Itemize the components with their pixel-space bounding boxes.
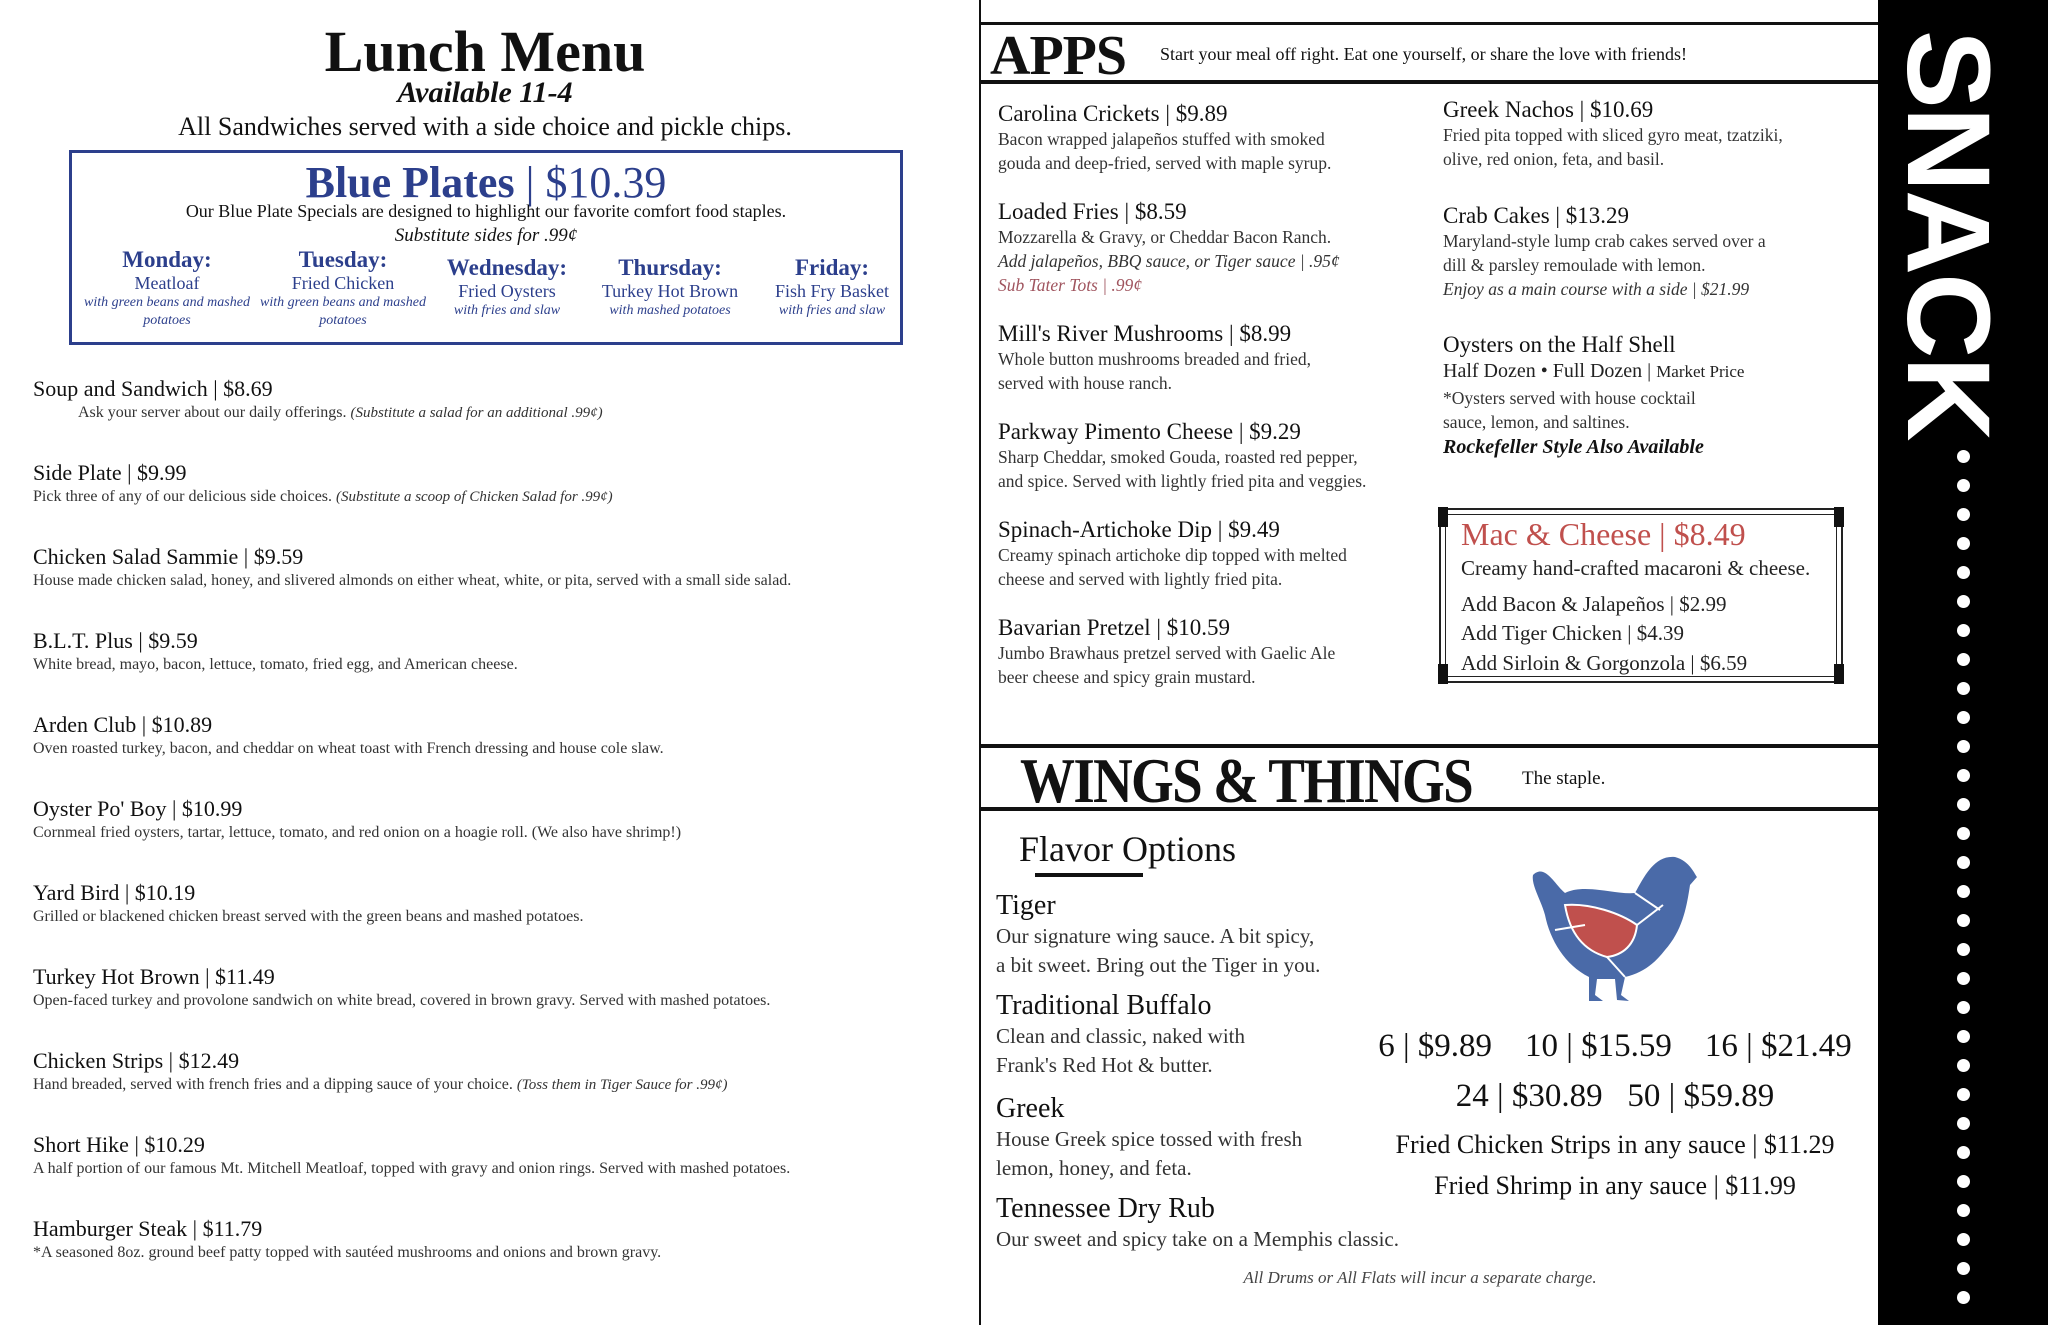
mac-addon: Add Tiger Chicken | $4.39 xyxy=(1461,621,1684,646)
mac-addon: Add Sirloin & Gorgonzola | $6.59 xyxy=(1461,650,1748,675)
item-name: B.L.T. Plus | $9.59 xyxy=(33,628,198,653)
dot-decoration xyxy=(1957,450,1970,463)
divider xyxy=(979,0,981,1325)
dot-decoration xyxy=(1957,885,1970,898)
day-name: Friday: xyxy=(794,255,870,280)
dot-decoration xyxy=(1957,508,1970,521)
blue-plates-sub: Substitute sides for .99¢ xyxy=(394,225,578,246)
shrimp-price: Fried Shrimp in any sauce | $11.99 xyxy=(1434,1171,1796,1200)
day-dish: Fish Fry Basket xyxy=(774,281,889,301)
item-note: (Toss them in Tiger Sauce for .99¢) xyxy=(516,1077,728,1093)
day-name: Thursday: xyxy=(618,255,722,280)
app-desc: Maryland-style lump crab cakes served over a xyxy=(1443,231,1766,251)
flavor-desc: a bit sweet. Bring out the Tiger in you. xyxy=(996,953,1321,978)
mac-cheese-box xyxy=(1439,508,1843,683)
dot-decoration xyxy=(1957,1291,1970,1304)
item-desc-text: Grilled or blackened chicken breast served with the green beans and mashed potatoes. xyxy=(33,908,584,925)
dot-decoration xyxy=(1957,566,1970,579)
item-desc-text: Open-faced turkey and provolone sandwich on white bread, covered in brown gravy. Served with mashed potatoes. xyxy=(33,992,771,1009)
wing-prices-row1: 6 | $9.89 10 | $15.59 16 | $21.49 xyxy=(1378,1028,1852,1064)
app-name: Greek Nachos | $10.69 xyxy=(1443,97,1654,122)
app-desc: Fried pita topped with sliced gyro meat, tzatziki, xyxy=(1443,125,1783,145)
flavor-underline xyxy=(1035,873,1143,877)
apps-title: APPS xyxy=(990,25,1126,87)
dot-decoration xyxy=(1957,1059,1970,1072)
day-name: Wednesday: xyxy=(446,255,568,280)
dot-decoration xyxy=(1957,1262,1970,1275)
dot-decoration xyxy=(1957,624,1970,637)
item-desc-text: Oven roasted turkey, bacon, and cheddar on wheat toast with French dressing and house cole slaw. xyxy=(33,740,664,757)
wings-footnote: All Drums or All Flats will incur a separate charge. xyxy=(1243,1268,1597,1287)
chicken-icon xyxy=(1525,855,1710,1005)
item-desc xyxy=(33,488,953,506)
app-desc: *Oysters served with house cocktail xyxy=(1443,387,1696,408)
day-dish: Fried Chicken xyxy=(291,273,395,293)
app-desc: olive, red onion, feta, and basil. xyxy=(1443,149,1665,170)
app-item xyxy=(998,615,1335,689)
app-desc: dill & parsley remoulade with lemon. xyxy=(1443,255,1706,276)
item-desc-text: House made chicken salad, honey, and slivered almonds on either wheat, white, or pita, served with a small side salad. xyxy=(33,572,792,589)
app-name: Mill's River Mushrooms | $8.99 xyxy=(998,321,1292,346)
dot-decoration xyxy=(1957,740,1970,753)
menu-item xyxy=(33,1216,953,1262)
market-price: Market Price xyxy=(1656,362,1745,381)
dot-decoration xyxy=(1957,711,1970,724)
dot-decoration xyxy=(1957,1117,1970,1130)
app-name: Oysters on the Half Shell xyxy=(1443,332,1676,357)
menu-item xyxy=(33,460,953,506)
apps-tagline: Start your meal off right. Eat one yourself, or share the love with friends! xyxy=(1160,44,1688,64)
app-desc: served with house ranch. xyxy=(998,373,1172,394)
app-item xyxy=(998,517,1347,591)
app-note: Add jalapeños, BBQ sauce, or Tiger sauce | .95¢ xyxy=(998,251,1340,272)
flavor-desc: Our signature wing sauce. A bit spicy, xyxy=(996,924,1315,948)
app-name: Spinach-Artichoke Dip | $9.49 xyxy=(998,517,1280,542)
app-item xyxy=(998,199,1340,297)
app-item xyxy=(998,321,1311,395)
app-desc: Mozzarella & Gravy, or Cheddar Bacon Ranch. xyxy=(998,227,1332,247)
flavor-desc: Frank's Red Hot & butter. xyxy=(996,1053,1213,1078)
dot-decoration xyxy=(1957,682,1970,695)
menu-item xyxy=(33,796,953,842)
menu-item xyxy=(33,628,953,674)
item-desc xyxy=(33,908,953,926)
sides-note: All Sandwiches served with a side choice and pickle chips. xyxy=(178,112,792,141)
dot-decoration xyxy=(1957,1001,1970,1014)
blue-plate-day xyxy=(747,255,917,320)
item-desc xyxy=(33,1160,953,1178)
lunch-title: Lunch Menu xyxy=(324,19,646,84)
menu-item xyxy=(33,376,953,422)
item-desc xyxy=(33,572,953,590)
lunch-hours: Available 11-4 xyxy=(397,76,573,109)
flavor-item xyxy=(996,1093,1302,1184)
dot-decoration xyxy=(1957,1088,1970,1101)
item-name: Side Plate | $9.99 xyxy=(33,460,187,485)
flavor-name: Greek xyxy=(996,1093,1065,1124)
item-desc-text: Hand breaded, served with french fries and a dipping sauce of your choice. xyxy=(33,1076,513,1093)
day-sides: with green beans and mashed potatoes xyxy=(260,295,426,329)
day-sides: with mashed potatoes xyxy=(609,303,731,318)
app-upcharge: Sub Tater Tots | .99¢ xyxy=(998,275,1143,296)
item-desc xyxy=(33,404,953,422)
item-name: Soup and Sandwich | $8.69 xyxy=(33,376,273,401)
dot-decoration xyxy=(1957,943,1970,956)
app-desc: Bacon wrapped jalapeños stuffed with smoked xyxy=(998,129,1325,149)
dot-decoration xyxy=(1957,1204,1970,1217)
flavor-item xyxy=(996,1193,1399,1254)
chicken-strips-price: Fried Chicken Strips in any sauce | $11.29 xyxy=(1395,1130,1835,1159)
app-desc: cheese and served with lightly fried pita. xyxy=(998,569,1283,590)
flavor-item xyxy=(996,890,1320,981)
dot-decoration xyxy=(1957,1030,1970,1043)
app-name: Bavarian Pretzel | $10.59 xyxy=(998,615,1230,640)
menu-item xyxy=(33,544,953,590)
mac-addon: Add Bacon & Jalapeños | $2.99 xyxy=(1461,592,1727,616)
app-desc: gouda and deep-fried, served with maple syrup. xyxy=(998,153,1332,174)
flavor-name: Tiger xyxy=(996,890,1056,921)
app-desc: beer cheese and spicy grain mustard. xyxy=(998,667,1256,688)
item-name: Chicken Strips | $12.49 xyxy=(33,1048,240,1073)
dot-decoration xyxy=(1957,479,1970,492)
blue-plates-box xyxy=(69,150,903,345)
item-desc xyxy=(33,1076,953,1094)
flavor-item xyxy=(996,990,1245,1081)
flavor-desc: House Greek spice tossed with fresh xyxy=(996,1127,1303,1151)
wing-prices-row2: 24 | $30.89 50 | $59.89 xyxy=(1455,1078,1775,1114)
dot-decoration xyxy=(1957,1175,1970,1188)
blue-plate-day xyxy=(82,247,252,330)
day-name: Tuesday: xyxy=(298,247,388,272)
blue-plate-day xyxy=(585,255,755,320)
item-name: Oyster Po' Boy | $10.99 xyxy=(33,796,243,821)
dot-decoration xyxy=(1957,653,1970,666)
app-name: Carolina Crickets | $9.89 xyxy=(998,101,1228,126)
day-dish: Meatloaf xyxy=(134,273,200,293)
dot-decoration xyxy=(1957,1233,1970,1246)
app-desc: sauce, lemon, and saltines. xyxy=(1443,411,1630,432)
flavor-heading: Flavor Options xyxy=(1019,829,1237,869)
app-desc: Creamy spinach artichoke dip topped with melted xyxy=(998,545,1347,565)
wings-title: WINGS & THINGS xyxy=(1020,745,1473,816)
menu-item xyxy=(33,880,953,926)
flavor-name: Tennessee Dry Rub xyxy=(996,1193,1215,1224)
item-desc xyxy=(33,1244,953,1262)
oyster-sizes xyxy=(1443,358,1744,386)
app-item xyxy=(1443,332,1744,461)
dot-decoration xyxy=(1957,972,1970,985)
menu-item xyxy=(33,1132,953,1178)
blue-plate-day xyxy=(422,255,592,320)
dot-decoration xyxy=(1957,595,1970,608)
app-note: Rockefeller Style Also Available xyxy=(1443,435,1704,458)
day-sides: with green beans and mashed potatoes xyxy=(84,295,250,329)
dot-decoration xyxy=(1957,914,1970,927)
item-desc xyxy=(33,992,953,1010)
wings-tagline: The staple. xyxy=(1522,768,1606,789)
item-name: Short Hike | $10.29 xyxy=(33,1132,205,1157)
item-desc-text: Cornmeal fried oysters, tartar, lettuce, tomato, and red onion on a hoagie roll. (We also have shrimp!) xyxy=(33,824,682,841)
snack-label: SNACK xyxy=(1882,30,2014,440)
day-name: Monday: xyxy=(122,247,212,272)
app-desc: Jumbo Brawhaus pretzel served with Gaelic Ale xyxy=(998,643,1336,663)
item-desc xyxy=(33,740,953,758)
app-item xyxy=(1443,203,1766,301)
app-name: Loaded Fries | $8.59 xyxy=(998,199,1187,224)
item-name: Chicken Salad Sammie | $9.59 xyxy=(33,544,304,569)
flavor-desc: lemon, honey, and feta. xyxy=(996,1156,1192,1181)
item-desc-text: White bread, mayo, bacon, lettuce, tomato, fried egg, and American cheese. xyxy=(33,656,518,673)
item-name: Hamburger Steak | $11.79 xyxy=(33,1216,263,1241)
dot-decoration xyxy=(1957,798,1970,811)
day-dish: Fried Oysters xyxy=(458,281,556,301)
flavor-name: Traditional Buffalo xyxy=(996,990,1212,1021)
item-name: Turkey Hot Brown | $11.49 xyxy=(33,964,275,989)
menu-item xyxy=(33,1048,953,1094)
item-desc-text: *A seasoned 8oz. ground beef patty topped with sautéed mushrooms and onions and brown gravy. xyxy=(33,1244,662,1261)
dot-decoration xyxy=(1957,827,1970,840)
blue-plates-price: | $10.39 xyxy=(525,158,667,207)
blue-plates-name: Blue Plates xyxy=(305,158,515,207)
item-note: (Substitute a scoop of Chicken Salad for .99¢) xyxy=(336,489,613,505)
app-desc: Sharp Cheddar, smoked Gouda, roasted red pepper, xyxy=(998,447,1358,467)
flavor-desc: Clean and classic, naked with xyxy=(996,1024,1246,1048)
item-desc-text: Ask your server about our daily offerings. xyxy=(78,404,347,421)
menu-item xyxy=(33,964,953,1010)
app-desc: Whole button mushrooms breaded and fried, xyxy=(998,349,1311,369)
item-name: Arden Club | $10.89 xyxy=(33,712,213,737)
app-name: Crab Cakes | $13.29 xyxy=(1443,203,1630,228)
day-sides: with fries and slaw xyxy=(453,303,561,318)
app-item xyxy=(1443,97,1783,171)
item-desc-text: A half portion of our famous Mt. Mitchell Meatloaf, topped with gravy and onion rings. Served with mashed potatoes. xyxy=(33,1160,791,1177)
oyster-size-options: Half Dozen • Full Dozen | xyxy=(1443,360,1652,382)
dot-decoration xyxy=(1957,769,1970,782)
day-sides: with fries and slaw xyxy=(778,303,886,318)
item-note: (Substitute a salad for an additional .99¢) xyxy=(350,405,603,421)
item-desc xyxy=(33,824,953,842)
item-desc xyxy=(33,656,953,674)
app-name: Parkway Pimento Cheese | $9.29 xyxy=(998,419,1301,444)
app-note: Enjoy as a main course with a side | $21.99 xyxy=(1443,279,1750,300)
dot-decoration xyxy=(1957,1146,1970,1159)
item-desc-text: Pick three of any of our delicious side choices. xyxy=(33,488,333,505)
blue-plate-day xyxy=(258,247,428,330)
blue-plates-desc: Our Blue Plate Specials are designed to highlight our favorite comfort food staples. xyxy=(185,201,787,221)
dot-decoration xyxy=(1957,537,1970,550)
mac-cheese-title: Mac & Cheese | $8.49 xyxy=(1461,516,1746,552)
flavor-desc: Our sweet and spicy take on a Memphis classic. xyxy=(996,1227,1399,1251)
menu-item xyxy=(33,712,953,758)
dot-decoration xyxy=(1957,856,1970,869)
item-name: Yard Bird | $10.19 xyxy=(33,880,196,905)
day-dish: Turkey Hot Brown xyxy=(601,281,739,301)
mac-cheese-desc: Creamy hand-crafted macaroni & cheese. xyxy=(1461,556,1811,580)
app-desc: and spice. Served with lightly fried pita and veggies. xyxy=(998,471,1367,492)
app-item xyxy=(998,419,1366,493)
app-item xyxy=(998,101,1331,175)
